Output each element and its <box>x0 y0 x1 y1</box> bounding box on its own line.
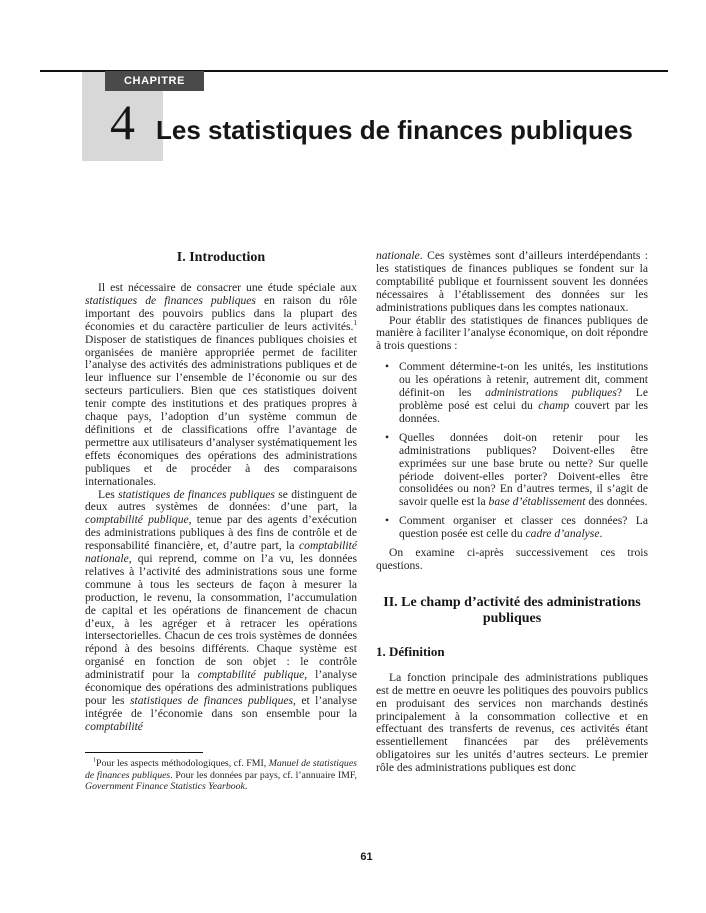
footnote-separator <box>85 752 203 753</box>
paragraph: Il est nécessaire de consacrer une étude spéciale aux statistiques de finances publiques en raison du rôle important des pouvoirs publics dans la plupart des économies et du caractère particulier de leurs activités.$^1$ Disposer de statistiques de finances publiques choisies et organisées de manière appropriée permet de faciliter l’analyse des activités des administrations publiques et de leur influence sur l’ensemble de l’économie ou sur des secteurs particuliers. Bien que ces statistiques doivent tenir compte des institutions et des pratiques propres à chaque pays, l’adoption d’un système commun de définitions et de classifications offre l’avantage de permettre aux utilisateurs d’analyser systématiquement les effets économiques des opérations des administrations publiques et de procéder à des comparaisons internationales. <box>85 281 357 488</box>
paragraph: La fonction principale des administrations publiques est de mettre en oeuvre les politiques des pouvoirs publics en produisant des services non marchands destinés principalement à la consommation collective et en effectuant des transferts de revenus, ces activités étant essentiellement financées par des prélèvements obligatoires sur les unités d’autres secteurs. Le premier rôle des administrations publiques est donc <box>376 670 648 775</box>
bullet-item <box>376 432 648 509</box>
footnote-block <box>85 752 357 793</box>
bullet-icon: • <box>385 360 390 374</box>
left-column <box>85 250 357 793</box>
chapter-number: 4 <box>110 94 135 150</box>
bullet-text: Comment organiser et classer ces données? La question posée est celle du cadre d’analyse. <box>399 514 648 541</box>
bullet-icon: • <box>385 430 390 444</box>
paragraph: Pour établir des statistiques de finances publiques de manière à faciliter l’analyse économique, on doit répondre à trois questions : <box>376 313 648 353</box>
paragraph: nationale. Ces systèmes sont d’ailleurs interdépendants : les statistiques de finances publiques se fondent sur la comptabilité publique et fournissent souvent les données nécessaires à l’établissement des données sur les administrations publiques dans les comptes nationaux. <box>376 249 648 314</box>
bullet-item <box>376 361 648 426</box>
two-column-text-block <box>85 250 648 793</box>
chapter-label-box <box>105 71 204 91</box>
bullet-list <box>376 361 648 541</box>
bullet-text: Comment détermine-t-on les unités, les institutions ou les opérations à retenir, autrement dit, comment définit-on les administrations publiques? Le problème posé est celui du champ couvert par les données. <box>399 360 648 425</box>
right-column <box>376 250 648 793</box>
footnote-text: $^1$Pour les aspects méthodologiques, cf. FMI, Manuel de statistiques de finances publiques. Pour les données par pays, cf. l’annuaire IMF, Government Finance Statistics Yearbook. <box>85 757 357 793</box>
paragraph: Les statistiques de finances publiques se distinguent de deux autres systèmes de données: d’une part, la comptabilité publique, tenue par des agents d’exécution des administrations publiques à des fins de contrôle et de responsabilité financière, et, d’autre part, la comptabilité nationale, qui reprend, comme on l’a vu, les données relatives à l’activité des administrations sous une forme commune à tous les secteurs de façon à mesurer la production, le revenu, la consommation, l’accumulation de capital et les opérations de financement de chacun d’eux, à les agréger et à retracer les opérations intersectorielles. Chacun de ces trois systèmes de données répond à des besoins différents. Chaque système est organisé en fonction de son objet : le contrôle administratif pour la comptabilité publique, l’analyse économique des opérations des administrations publiques pour les statistiques de finances publiques, et l’analyse intégrée de l’économie dans son ensemble pour la comptabilité <box>85 487 358 733</box>
chapter-label: CHAPITRE <box>123 75 186 87</box>
paragraph: On examine ci-après successivement ces trois questions. <box>376 546 648 572</box>
chapter-title: Les statistiques de finances publiques <box>156 115 633 145</box>
section-1-heading: I. Introduction <box>176 250 266 265</box>
bullet-text: Quelles données doit-on retenir pour les administrations publiques? Doivent-elles être exprimées sur une base brute ou nette? Sur quelle période doivent-elles porter? Doivent-elles être consolidées ou non? En d’autres termes, il s’agit de savoir quelle est la base d’établissement des données. <box>399 430 648 509</box>
section-2-heading: II. Le champ d’activité des administrations publiques <box>383 594 641 626</box>
page-number: 61 <box>360 851 373 863</box>
bullet-icon: • <box>385 514 390 528</box>
subsection-heading: 1. Définition <box>376 643 445 659</box>
bullet-item <box>376 515 648 541</box>
